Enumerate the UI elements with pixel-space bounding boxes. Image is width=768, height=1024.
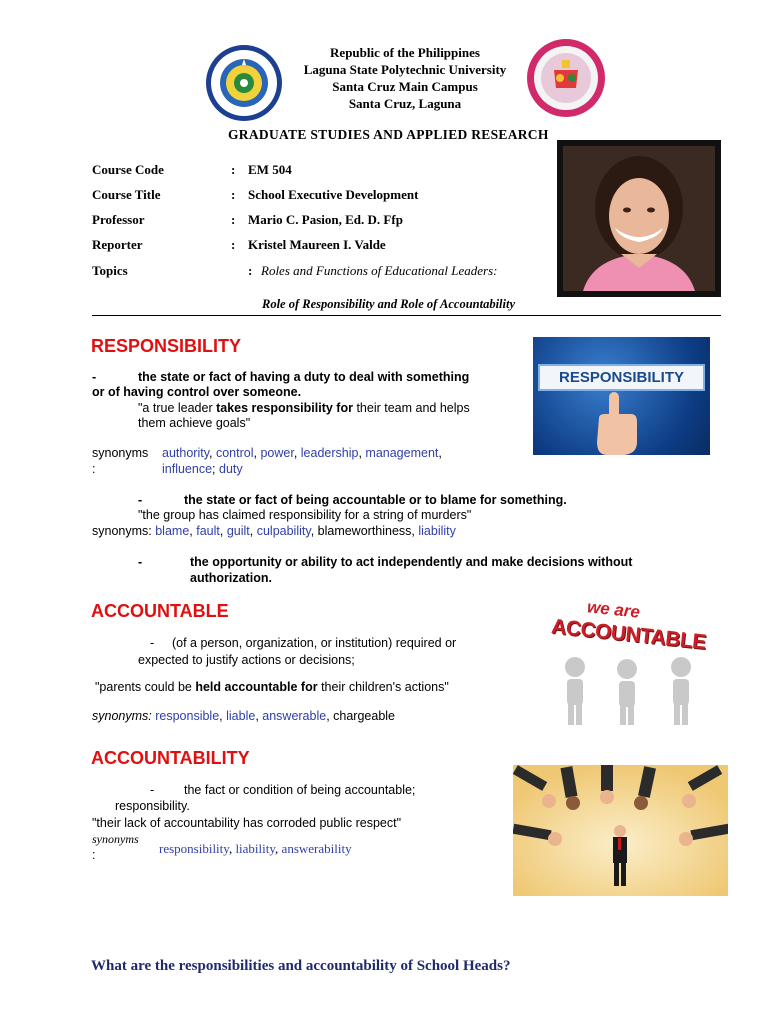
header-divider	[92, 315, 721, 316]
responsibility-def3-line1: the opportunity or ability to act independently and make decisions without	[190, 555, 633, 569]
info-label-reporter: Reporter	[92, 237, 143, 252]
info-sep: :	[248, 263, 253, 278]
example-text: "parents could be	[95, 680, 196, 694]
header-city: Santa Cruz, Laguna	[348, 96, 462, 111]
example-emphasis: held accountable for	[195, 680, 318, 694]
reporter-photo	[557, 140, 721, 297]
synonym-link[interactable]: liability	[418, 524, 456, 538]
header-university: Laguna State Polytechnic University	[303, 62, 507, 77]
synonym-link[interactable]: liable	[226, 709, 256, 723]
subtopic-title: Role of Responsibility and Role of Accountability	[262, 297, 516, 311]
responsibility-def2: the state or fact of being accountable or to blame for something.	[184, 493, 567, 507]
separator: ,	[228, 841, 236, 856]
responsibility-synonyms-line1	[162, 445, 442, 461]
synonym-link[interactable]: authority	[162, 446, 210, 460]
info-label-professor: Professor	[92, 212, 145, 227]
responsibility-def1-dash: -	[92, 370, 97, 384]
example-text: their team and helps	[352, 401, 470, 415]
info-value-course-title: School Executive Development	[248, 187, 419, 202]
synonyms-label: synonyms:	[92, 524, 152, 538]
separator: , blameworthiness,	[310, 524, 419, 538]
synonyms-label: synonyms	[92, 446, 149, 460]
synonyms-label: synonyms:	[92, 709, 152, 723]
accountability-heading: ACCOUNTABILITY	[91, 748, 250, 768]
info-value-professor: Mario C. Pasion, Ed. D. Ffp	[248, 212, 403, 227]
synonym-link[interactable]: answerable	[262, 709, 327, 723]
accountable-def-line2: expected to justify actions or decisions;	[138, 653, 355, 667]
info-value-course-code: EM 504	[248, 162, 292, 177]
synonym-link[interactable]: responsible	[155, 709, 220, 723]
separator: ;	[212, 462, 219, 476]
synonym-link[interactable]: power	[260, 446, 294, 460]
accountability-def-line2: responsibility.	[115, 799, 190, 813]
separator: ,	[253, 446, 261, 460]
info-sep: :	[231, 237, 236, 252]
responsibility-heading: RESPONSIBILITY	[91, 336, 242, 356]
synonyms-label: synonyms	[92, 832, 139, 846]
info-value-reporter: Kristel Maureen I. Valde	[248, 237, 386, 252]
accountable-synonyms	[92, 708, 395, 724]
accountability-def-line1: the fact or condition of being accountable;	[184, 783, 416, 797]
responsibility-example2: "the group has claimed responsibility for a string of murders"	[138, 508, 472, 522]
separator: ,	[358, 446, 366, 460]
synonym-link[interactable]: liability	[235, 841, 276, 856]
responsibility-synonyms2	[92, 523, 456, 539]
separator: ,	[219, 524, 227, 538]
synonym-link[interactable]: responsibility	[159, 841, 229, 856]
responsibility-def1-line1: the state or fact of having a duty to deal with something	[138, 370, 470, 384]
header-republic: Republic of the Philippines	[330, 45, 480, 60]
accountable-def-line1: (of a person, organization, or institution) required or	[172, 636, 457, 650]
synonym-link[interactable]: answerability	[281, 841, 352, 856]
synonym-link[interactable]: fault	[196, 524, 220, 538]
accountability-dash: -	[150, 783, 155, 797]
synonym-link[interactable]: management	[365, 446, 439, 460]
closing-question: What are the responsibilities and accountability of School Heads?	[91, 958, 511, 974]
accountable-image-text: ACCOUNTABLE	[550, 614, 707, 655]
responsibility-image-label: RESPONSIBILITY	[538, 364, 705, 391]
example-emphasis: takes responsibility for	[216, 401, 353, 415]
responsibility-synonyms-line2	[162, 461, 243, 477]
accountable-example	[95, 679, 449, 695]
synonyms-colon: :	[92, 462, 96, 476]
header-campus: Santa Cruz Main Campus	[332, 79, 478, 94]
separator: , chargeable	[326, 709, 396, 723]
responsibility-def1-line2: or of having control over someone.	[92, 385, 302, 399]
accountable-image	[543, 597, 719, 729]
accountability-example: "their lack of accountability has corroded public respect"	[92, 816, 402, 830]
accountable-image-text-top: we are	[586, 597, 641, 622]
synonym-link[interactable]: leadership	[300, 446, 359, 460]
separator: ,	[275, 841, 282, 856]
department-title: GRADUATE STUDIES AND APPLIED RESEARCH	[228, 127, 549, 142]
responsibility-def3-dash: -	[138, 555, 143, 569]
synonym-link[interactable]: culpability	[256, 524, 311, 538]
example-text: their children's actions"	[317, 680, 449, 694]
responsibility-example1-line2: them achieve goals"	[138, 416, 251, 430]
info-label-course-title: Course Title	[92, 187, 161, 202]
info-label-topics: Topics	[92, 263, 128, 278]
info-sep: :	[231, 162, 236, 177]
synonym-link[interactable]: guilt	[226, 524, 250, 538]
info-sep: :	[231, 187, 236, 202]
accountability-image	[513, 765, 728, 896]
responsibility-image	[533, 337, 710, 455]
accountability-synonyms	[159, 841, 352, 857]
responsibility-def2-dash: -	[138, 493, 143, 507]
separator: ,	[249, 524, 257, 538]
accountable-dash: -	[150, 636, 155, 650]
info-value-topics: Roles and Functions of Educational Leaders:	[261, 263, 498, 278]
info-label-course-code: Course Code	[92, 162, 164, 177]
separator: ,	[438, 446, 442, 460]
separator: ,	[209, 446, 216, 460]
synonym-link[interactable]: blame	[155, 524, 190, 538]
separator: ,	[219, 709, 227, 723]
info-sep: :	[231, 212, 236, 227]
synonym-link[interactable]: influence	[162, 462, 213, 476]
separator: ,	[255, 709, 263, 723]
example-text: "a true leader	[138, 401, 217, 415]
synonyms-colon: :	[92, 848, 96, 862]
synonym-link[interactable]: duty	[219, 462, 243, 476]
separator: ,	[293, 446, 301, 460]
accountable-heading: ACCOUNTABLE	[91, 601, 229, 621]
responsibility-example1	[138, 400, 470, 416]
separator: ,	[189, 524, 197, 538]
responsibility-def3-line2: authorization.	[190, 571, 272, 585]
synonym-link[interactable]: control	[215, 446, 254, 460]
